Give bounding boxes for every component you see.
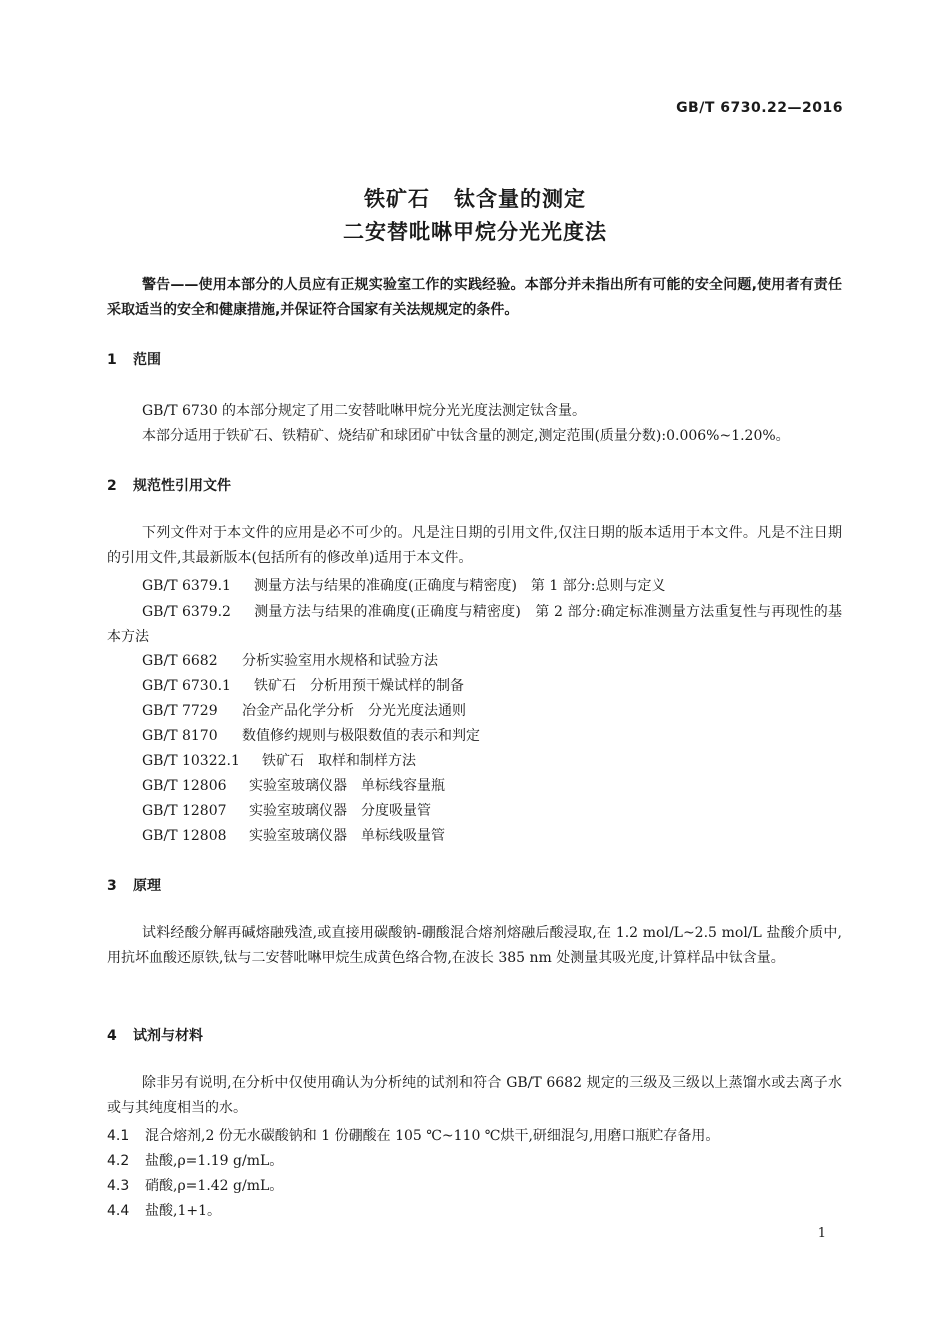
warning-paragraph: 警告——使用本部分的人员应有正规实验室工作的实践经验。本部分并未指出所有可能的安全问题,使用者有责任采取适当的安全和健康措施,并保证符合国家有关法规规定的条件。: [107, 277, 842, 318]
reference-code: GB/T 6379.1: [142, 578, 231, 594]
reference-title: 冶金产品化学分析 分光光度法通则: [242, 703, 466, 719]
reference-item: [142, 825, 445, 845]
scope-paragraph-1: GB/T 6730 的本部分规定了用二安替吡啉甲烷分光光度法测定钛含量。: [142, 403, 587, 419]
standard-code: GB/T 6730.22—2016: [676, 100, 843, 116]
reference-item: [142, 700, 466, 720]
document-title-line1: [0, 183, 950, 213]
section-title: 试剂与材料: [133, 1028, 203, 1044]
section-number: 2: [107, 478, 117, 494]
reference-code: GB/T 6730.1: [142, 678, 231, 694]
reagent-number: 4.1: [107, 1128, 130, 1144]
section-title: 范围: [133, 352, 161, 368]
reference-item: [107, 600, 842, 650]
page-number: 1: [817, 1226, 826, 1241]
reference-item: [142, 775, 445, 795]
section-title: 原理: [133, 878, 161, 894]
section-number: 3: [107, 878, 117, 894]
reference-title: 测量方法与结果的准确度(正确度与精密度) 第 1 部分:总则与定义: [254, 578, 666, 594]
section-heading-2: [107, 475, 231, 495]
reference-title: 数值修约规则与极限数值的表示和判定: [242, 728, 480, 744]
title-part-a: 铁矿石: [364, 187, 430, 211]
principle-paragraph: 试料经酸分解再碱熔融残渣,或直接用碳酸钠-硼酸混合熔剂熔融后酸浸取,在 1.2 mol/L~2.5 mol/L 盐酸介质中,用抗坏血酸还原铁,钛与二安替吡啉甲烷生成黄色络合物,在波长 385 nm 处测量其吸光度,计算样品中钛含量。: [107, 925, 842, 966]
section-heading-4: [107, 1025, 203, 1045]
reagent-text: 盐酸,1+1。: [145, 1203, 221, 1219]
reagent-number: 4.3: [107, 1178, 130, 1194]
reference-item: [142, 725, 480, 745]
section-heading-3: [107, 875, 161, 895]
document-title-line2: 二安替吡啉甲烷分光光度法: [343, 220, 607, 244]
reference-code: GB/T 6379.2: [142, 604, 231, 620]
reference-title: 实验室玻璃仪器 分度吸量管: [249, 803, 431, 819]
reagent-item: [107, 1125, 719, 1145]
reference-title: 测量方法与结果的准确度(正确度与精密度) 第 2 部分:确定标准测量方法重复性与再现性的基本方法: [107, 604, 842, 645]
section-number: 4: [107, 1028, 117, 1044]
scope-paragraph-2: 本部分适用于铁矿石、铁精矿、烧结矿和球团矿中钛含量的测定,测定范围(质量分数):0.006%~1.20%。: [142, 428, 790, 444]
reference-item: [142, 575, 665, 595]
reference-code: GB/T 12808: [142, 828, 227, 844]
reference-item: [142, 675, 464, 695]
reagent-item: [107, 1175, 283, 1195]
reference-title: 实验室玻璃仪器 单标线容量瓶: [249, 778, 445, 794]
reagent-number: 4.4: [107, 1203, 130, 1219]
title-part-b: 钛含量的测定: [454, 187, 586, 211]
reference-code: GB/T 12806: [142, 778, 227, 794]
reference-code: GB/T 7729: [142, 703, 218, 719]
reagent-number: 4.2: [107, 1153, 130, 1169]
reference-title: 实验室玻璃仪器 单标线吸量管: [249, 828, 445, 844]
reference-code: GB/T 10322.1: [142, 753, 240, 769]
reagent-text: 硝酸,ρ=1.42 g/mL。: [145, 1178, 284, 1194]
reference-title: 分析实验室用水规格和试验方法: [242, 653, 438, 669]
reference-item: [142, 650, 438, 670]
section-heading-1: [107, 349, 161, 369]
reference-title: 铁矿石 取样和制样方法: [262, 753, 416, 769]
reference-title: 铁矿石 分析用预干燥试样的制备: [254, 678, 464, 694]
reagent-item: [107, 1150, 283, 1170]
section-number: 1: [107, 352, 117, 368]
reference-code: GB/T 8170: [142, 728, 218, 744]
reference-code: GB/T 6682: [142, 653, 218, 669]
reference-code: GB/T 12807: [142, 803, 227, 819]
reference-item: [142, 800, 431, 820]
references-intro: 下列文件对于本文件的应用是必不可少的。凡是注日期的引用文件,仅注日期的版本适用于本文件。凡是不注日期的引用文件,其最新版本(包括所有的修改单)适用于本文件。: [107, 525, 842, 566]
reagent-item: [107, 1200, 221, 1220]
reference-item: [142, 750, 416, 770]
reagent-text: 混合熔剂,2 份无水碳酸钠和 1 份硼酸在 105 ℃~110 ℃烘干,研细混匀,用磨口瓶贮存备用。: [145, 1128, 720, 1144]
reagents-intro: 除非另有说明,在分析中仅使用确认为分析纯的试剂和符合 GB/T 6682 规定的三级及三级以上蒸馏水或去离子水或与其纯度相当的水。: [107, 1075, 842, 1116]
reagent-text: 盐酸,ρ=1.19 g/mL。: [145, 1153, 284, 1169]
section-title: 规范性引用文件: [133, 478, 231, 494]
